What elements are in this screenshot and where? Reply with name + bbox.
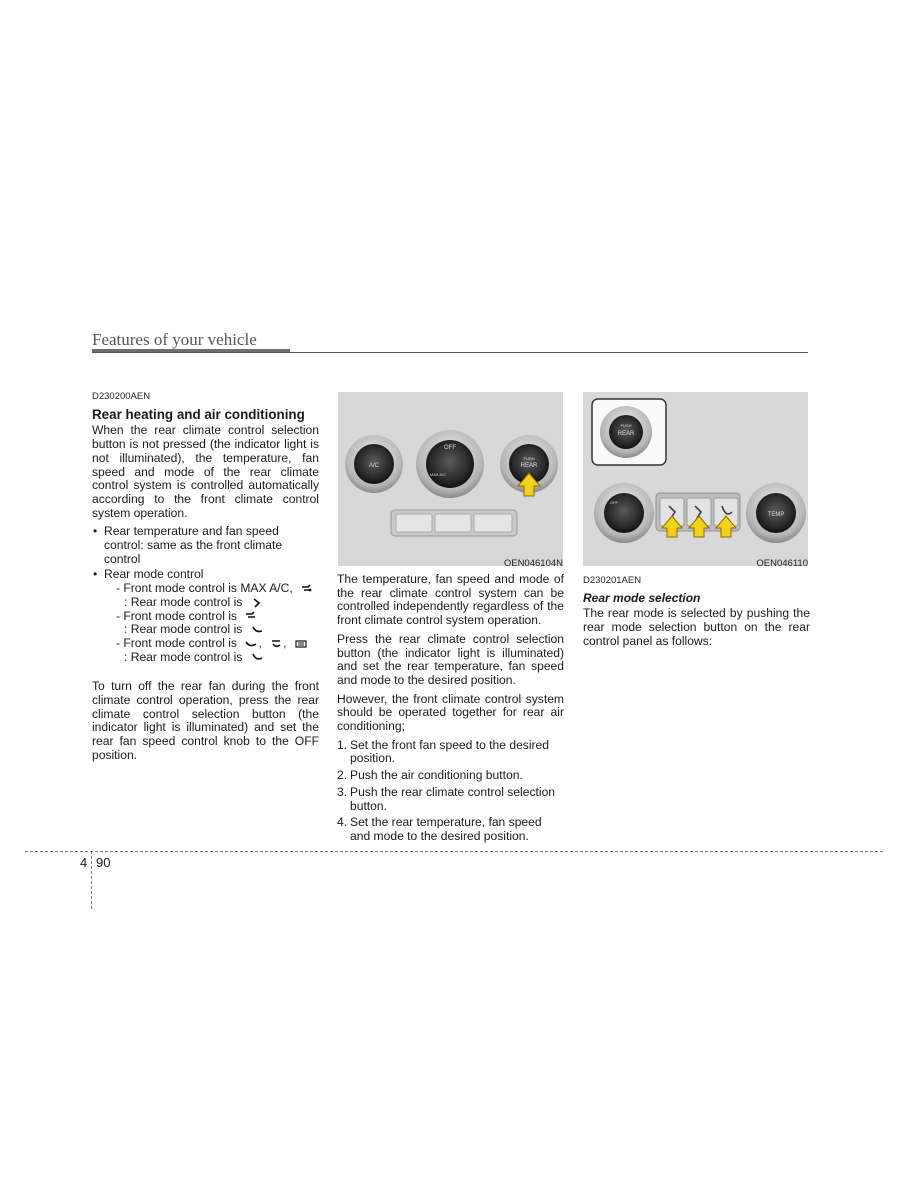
page-number: 90 [96, 855, 111, 870]
inset-rear-label: REAR [617, 431, 635, 437]
push-label: PUSH [523, 456, 535, 461]
step-item: 3. Push the rear climate control selection button. [337, 784, 556, 813]
mode-line: - Front mode control is , , [116, 637, 319, 651]
front-control-panel-figure [338, 392, 563, 566]
mode-line: - Front mode control is MAX A/C, [116, 582, 319, 596]
front-panel-illustration [338, 392, 563, 566]
face-mode-icon [244, 611, 258, 621]
mode-line: : Rear mode control is [116, 596, 319, 610]
rear-fan-knob[interactable] [594, 483, 654, 543]
mode-line: : Rear mode control is [116, 651, 319, 665]
outro-paragraph: To turn off the rear fan during the front climate control operation, press the rear climate control selection button (the indicator light is illuminated) and set the rear fan speed control knob to the OFF position. [92, 679, 319, 762]
chapter-number: 4 [80, 855, 88, 870]
section-heading: Rear heating and air conditioning [92, 406, 305, 422]
right-paragraph-1: The rear mode is selected by pushing the rear mode selection button on the rear control panel as follows: [583, 606, 810, 648]
bullet-item: • Rear mode control - Front mode control is MAX A/C, : Rear mode control is - Front mode control is : Rear mode control is - Front mode control is , , : Rear mode control is [92, 568, 319, 664]
rear-off-label: OFF [610, 500, 618, 505]
ac-button-label: A/C [368, 463, 380, 469]
rear-button-inset [592, 399, 666, 465]
section-subheading: Rear mode selection [583, 590, 701, 605]
temp-label: TEMP [767, 512, 785, 518]
mode-line: - Front mode control is [116, 610, 319, 624]
step-item: 1. Set the front fan speed to the desired position. [337, 737, 550, 766]
figure-caption: OEN046104N [503, 558, 563, 569]
footer-divider [91, 851, 92, 909]
recirculation-button[interactable] [396, 514, 432, 532]
rear-defrost-button[interactable] [474, 514, 512, 532]
section-code: D230201AEN [583, 575, 642, 586]
arrow-group [662, 516, 736, 537]
step-item: 4. Set the rear temperature, fan speed and mode to the desired position. [337, 815, 542, 843]
middle-paragraph-3: However, the front climate control system should be operated together for rear air conditioning; [337, 691, 564, 734]
floor-defrost-mode-icon [269, 639, 283, 649]
page-header-title: Features of your vehicle [92, 330, 257, 349]
fresh-air-button[interactable] [435, 514, 471, 532]
section-code: D230200AEN [92, 391, 151, 402]
mode-knob[interactable] [416, 430, 484, 498]
middle-paragraph-1: The temperature, fan speed and mode of the rear climate control system can be controlled independently regardless of the front climate control system operation. [337, 572, 564, 628]
mode-line: : Rear mode control is [116, 623, 319, 637]
intro-paragraph: When the rear climate control selection button is not pressed (the indicator light is not illuminated), the temperature, fan speed and mode of the rear climate control system is controlled automatically according to the front climate control system operation. [92, 423, 319, 520]
bullet-list [92, 525, 319, 664]
floor-mode-icon [244, 639, 258, 649]
middle-column [337, 573, 564, 847]
max-ac-mode-icon [300, 584, 314, 594]
fan-speed-knob[interactable] [345, 435, 403, 493]
defrost-mode-icon [294, 639, 308, 649]
max-ac-label: MAX A/C [429, 472, 447, 477]
floor-mode-icon [250, 652, 264, 662]
header-rule [92, 352, 808, 353]
rear-temp-knob[interactable] [746, 483, 806, 543]
middle-paragraph-2: Press the rear climate control selection button (the indicator light is illuminated) and set the rear temperature, fan speed and mode to the desired position. [337, 631, 564, 687]
rear-control-panel-figure [583, 392, 808, 566]
inset-push-label: PUSH [620, 423, 632, 428]
off-label: OFF [444, 445, 456, 451]
face-mode-icon [250, 598, 264, 608]
bottom-button-strip [391, 510, 517, 536]
footer-rule [25, 851, 883, 852]
steps-list [337, 739, 564, 844]
step-item: 2. Push the air conditioning button. [337, 768, 523, 783]
mode-sublist [104, 582, 319, 664]
rear-panel-illustration [583, 392, 808, 566]
figure-caption: OEN046110 [756, 558, 808, 569]
bi-level-mode-icon [250, 625, 264, 635]
rear-button-label: REAR [520, 463, 538, 469]
right-column [583, 574, 810, 654]
bullet-item: • Rear temperature and fan speed control: same as the front climate control [92, 525, 319, 566]
left-column [92, 390, 319, 768]
